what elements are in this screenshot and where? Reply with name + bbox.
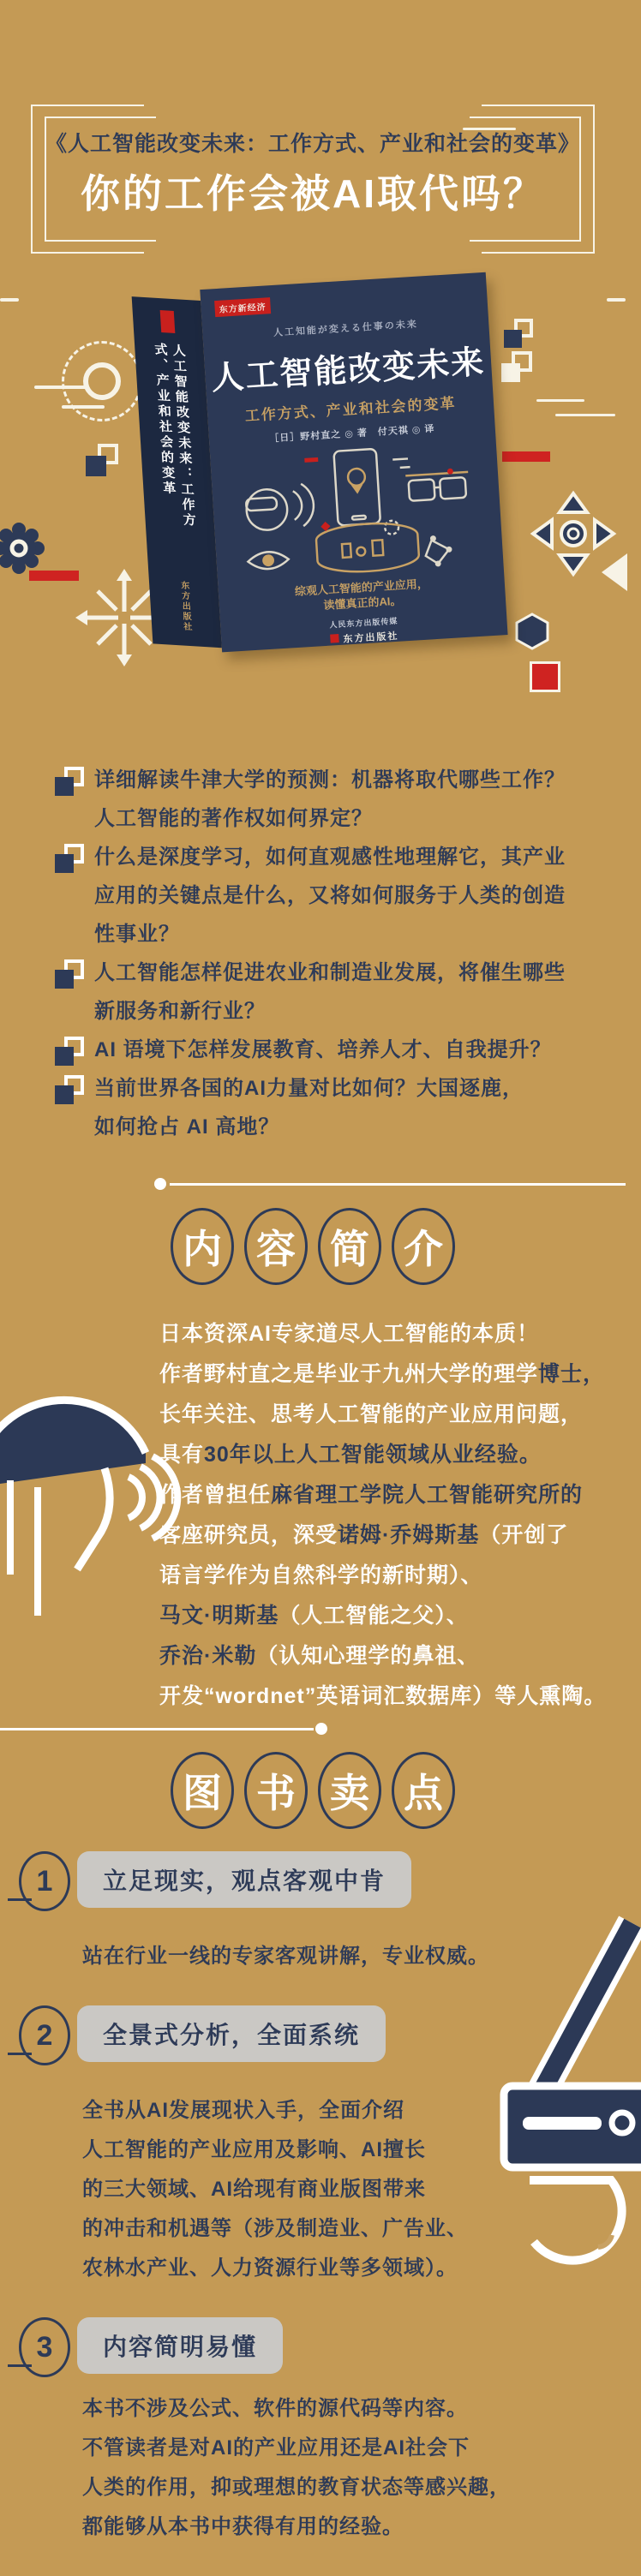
publisher-seal-icon	[330, 634, 339, 643]
header-char: 介	[392, 1208, 455, 1285]
selling-header	[0, 1752, 626, 1829]
item-number: 1	[19, 1851, 70, 1911]
book-cover-mockup	[131, 272, 507, 656]
section-divider	[0, 1728, 314, 1730]
cover-line-art	[225, 436, 488, 587]
overlap-squares-icon	[55, 844, 84, 873]
item-title: 全景式分析，全面系统	[77, 2005, 386, 2062]
bullet-line: 如何抢占 AI 高地？	[94, 1115, 280, 1139]
item-body-line: 全书从AI发展现状入手，全面介绍	[82, 2099, 404, 2122]
publisher: 东方出版社	[330, 629, 399, 647]
intro-line: 长年关注、思考人工智能的产业应用问题，	[159, 1402, 584, 1426]
intro-line: 马文·明斯基（人工智能之父）、	[159, 1604, 469, 1628]
item-body-line: 人类的作用，抑或理想的教育状态等感兴趣，	[82, 2476, 511, 2499]
hero-book-reference: 《人工智能改变未来：工作方式、产业和社会的变革》	[45, 132, 580, 156]
bullet-line: 当前世界各国的AI力量对比如何？大国逐鹿，	[94, 1077, 524, 1100]
section-divider	[170, 1183, 626, 1186]
book-title: 人工智能改变未来	[210, 344, 487, 397]
red-square-icon	[530, 661, 560, 692]
bullet-line: 新服务和新行业？	[94, 1000, 266, 1023]
brand-logo: 东方新经济	[214, 297, 271, 317]
intro-line: 具有30年以上人工智能领域从业经验。	[159, 1443, 542, 1467]
selling-item	[0, 2317, 626, 2547]
divider-dot	[315, 1723, 327, 1735]
bullet-item	[0, 761, 626, 838]
intro-line: 作者野村直之是毕业于九州大学的理学博士，	[159, 1362, 606, 1386]
item-body-line: 本书不涉及公式、软件的源代码等内容。	[82, 2397, 468, 2420]
intro-line: 客座研究员，深受诺姆·乔姆斯基（开创了	[159, 1523, 569, 1547]
spine-publisher: 东方出版社	[178, 580, 192, 633]
red-bar-icon	[502, 451, 550, 462]
divider-dot	[154, 1178, 166, 1190]
intro-line: 作者曾担任麻省理工学院人工智能研究所的	[159, 1483, 584, 1507]
intro-header	[0, 1208, 626, 1285]
dash-line-icon	[607, 298, 626, 302]
intro-paragraph	[159, 1314, 626, 1717]
bullet-list	[0, 761, 626, 1146]
item-body-line: 人工智能的产业应用及影响、AI擅长	[82, 2138, 426, 2161]
header-char: 简	[318, 1208, 381, 1285]
overlap-squares-icon	[504, 319, 533, 348]
bullet-line: 性事业？	[94, 923, 180, 946]
overlap-squares-icon	[86, 444, 118, 476]
vr-head-illustration	[0, 1367, 160, 1624]
book-subtitle: 工作方式、产业和社会的变革	[244, 395, 458, 425]
header-char: 卖	[318, 1752, 381, 1829]
header-char: 容	[244, 1208, 308, 1285]
red-bar-icon	[29, 571, 79, 581]
dash-line-icon	[555, 414, 615, 416]
item-body	[82, 2389, 626, 2547]
item-body-line: 不管读者是对AI的产业应用还是AI社会下	[82, 2436, 470, 2459]
bullet-item	[0, 1031, 626, 1069]
book-author: ［日］野村直之 ◎ 著 付天祺 ◎ 译	[269, 423, 435, 445]
bullet-item	[0, 838, 626, 953]
dash-line-icon	[536, 399, 584, 402]
dash-line-icon	[0, 298, 19, 302]
intro-line: 日本资深AI专家道尽人工智能的本质！	[159, 1322, 540, 1346]
overlap-squares-icon	[501, 351, 532, 382]
japanese-subtitle: 人工知能が変える仕事の未来	[273, 319, 419, 338]
robot-arm-illustration	[470, 1915, 641, 2274]
intro-line: 乔治·米勒（认知心理学的鼻祖、	[159, 1644, 480, 1668]
item-body-line: 的冲击和机遇等（涉及制造业、广告业、	[82, 2217, 468, 2240]
bullet-item	[0, 1069, 626, 1146]
bullet-item	[0, 953, 626, 1031]
header-char: 书	[244, 1752, 308, 1829]
hero-headline: 你的工作会被AI取代吗？	[81, 171, 545, 216]
item-number: 3	[19, 2317, 70, 2377]
publisher-group: 人民东方出版传媒	[329, 616, 398, 630]
header-char: 内	[171, 1208, 234, 1285]
item-body-line: 的三大领域、AI给现有商业版图带来	[82, 2178, 426, 2201]
overlap-squares-icon	[55, 959, 84, 989]
bullet-line: 人工智能怎样促进农业和制造业发展，将催生哪些	[94, 961, 566, 984]
bullet-line: 人工智能的著作权如何界定？	[94, 807, 373, 830]
target-icon	[62, 341, 142, 421]
spine-title: 人工智能改变未来：工作方式、产业和社会的变革	[152, 342, 197, 529]
header-char: 点	[392, 1752, 455, 1829]
item-body-line: 都能够从本书中获得有用的经验。	[82, 2515, 404, 2538]
item-number: 2	[19, 2005, 70, 2065]
overlap-squares-icon	[55, 767, 84, 796]
item-title: 立足现实，观点客观中肯	[77, 1851, 411, 1908]
intro-line: 语言学作为自然科学的新时期）、	[159, 1563, 483, 1587]
cover-tagline: 综观人工智能的产业应用， 读懂真正的AI。	[294, 577, 429, 613]
triangle-arrow-icon	[602, 553, 627, 591]
item-body-line: 站在行业一线的专家客观讲解，专业权威。	[82, 1945, 489, 1968]
item-title: 内容简明易懂	[77, 2317, 283, 2374]
spine-red-label	[160, 310, 176, 333]
bullet-line: 什么是深度学习，如何直观感性地理解它，其产业	[94, 846, 566, 869]
item-body-line: 农林水产业、人力资源行业等多领域）。	[82, 2256, 458, 2280]
header-char: 图	[171, 1752, 234, 1829]
bullet-line: 详细解读牛津大学的预测：机器将取代哪些工作？	[94, 768, 566, 792]
dash-line-icon	[463, 128, 516, 130]
overlap-squares-icon	[55, 1037, 84, 1066]
book-front-cover	[200, 272, 507, 653]
bullet-line: 应用的关键点是什么，又将如何服务于人类的创造	[94, 884, 566, 907]
overlap-squares-icon	[55, 1075, 84, 1104]
hexagon-icon	[512, 612, 552, 651]
bullet-line: AI 语境下怎样发展教育、培养人才、自我提升？	[94, 1038, 552, 1061]
intro-line: 开发“wordnet”英语词汇数据库）等人熏陶。	[159, 1684, 607, 1708]
